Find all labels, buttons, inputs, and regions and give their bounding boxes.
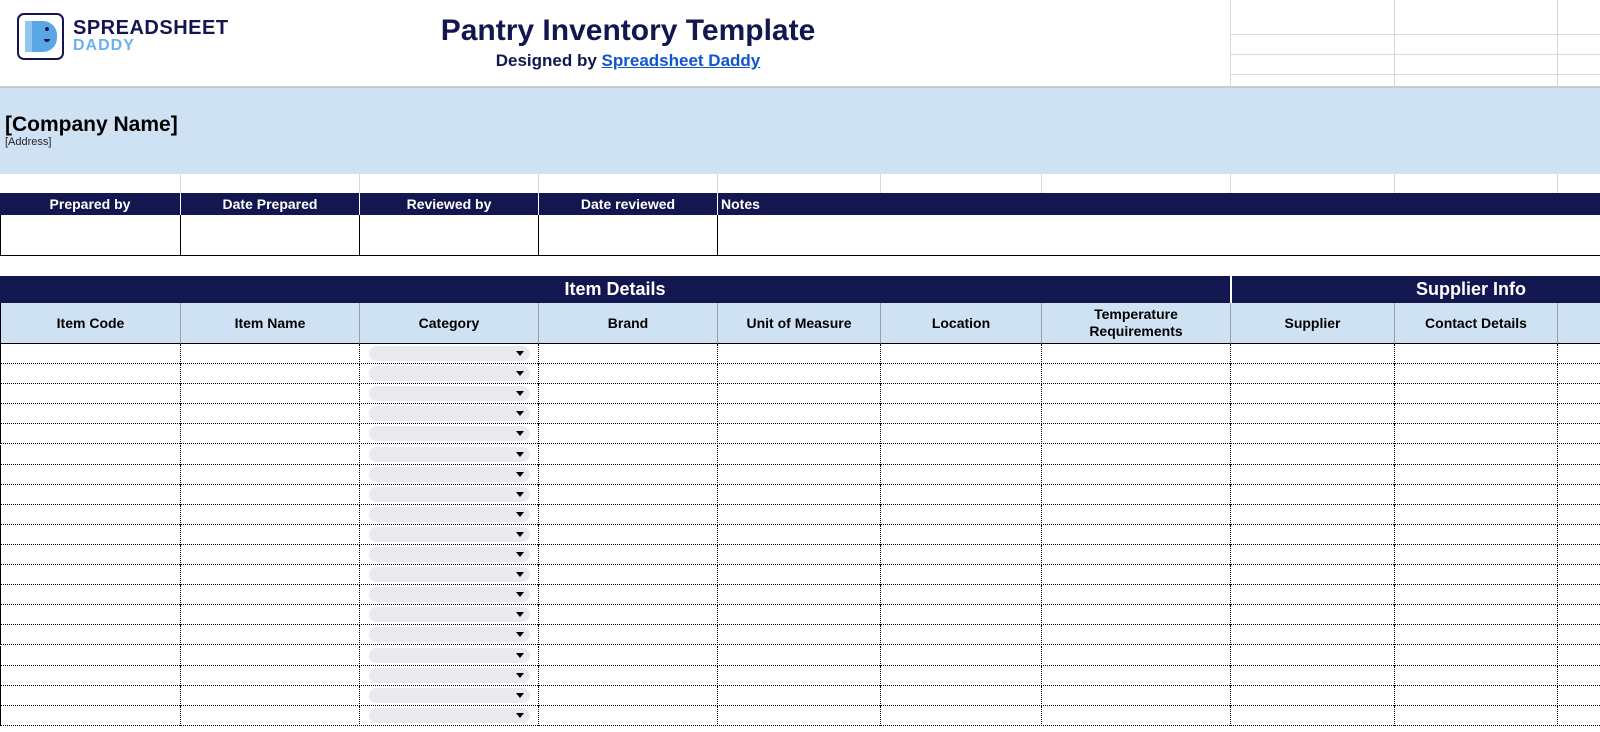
dropdown-caret-icon[interactable]	[516, 612, 524, 617]
cell-border	[1230, 505, 1231, 525]
category-dropdown[interactable]	[369, 627, 530, 642]
dropdown-caret-icon[interactable]	[516, 452, 524, 457]
cell-border	[880, 686, 881, 706]
gridline	[180, 174, 181, 193]
cell-border	[1394, 384, 1395, 404]
cell-border	[880, 364, 881, 384]
cell-border	[538, 686, 539, 706]
cell-border	[1041, 384, 1042, 404]
category-dropdown[interactable]	[369, 386, 530, 401]
gridline	[359, 174, 360, 193]
cell-border	[180, 686, 181, 706]
cell-border	[880, 344, 881, 364]
cell-border	[1557, 565, 1558, 585]
cell-border	[180, 424, 181, 444]
cell-border	[359, 424, 360, 444]
cell-border	[1230, 364, 1231, 384]
prep-header-prepared-by: Prepared by	[0, 193, 181, 215]
cell-border	[1230, 666, 1231, 686]
cell-border	[1230, 605, 1231, 625]
cell-border	[1230, 424, 1231, 444]
cell-border	[359, 344, 360, 364]
cell-border	[359, 485, 360, 505]
category-dropdown[interactable]	[369, 708, 530, 723]
cell-border	[1041, 686, 1042, 706]
cell-border	[1041, 585, 1042, 605]
cell-border	[880, 666, 881, 686]
cell-border	[1041, 424, 1042, 444]
cell-border	[880, 525, 881, 545]
cell-border	[717, 646, 718, 666]
cell-border	[880, 646, 881, 666]
prep-header-date-prepared: Date Prepared	[181, 193, 360, 215]
cell-border	[1394, 646, 1395, 666]
company-address[interactable]: [Address]	[5, 136, 52, 148]
gridline	[880, 174, 881, 193]
cell-border	[0, 404, 1, 424]
cell-border	[1041, 706, 1042, 726]
cell-border	[1557, 424, 1558, 444]
cell-border	[1394, 585, 1395, 605]
table-row[interactable]	[0, 666, 1600, 686]
table-row[interactable]	[0, 706, 1600, 726]
prep-header-notes: Notes	[718, 193, 1600, 215]
cell-border	[717, 445, 718, 465]
cell-border	[359, 625, 360, 645]
cell-border	[1230, 344, 1231, 364]
category-dropdown[interactable]	[369, 406, 530, 421]
category-dropdown[interactable]	[369, 346, 530, 361]
cell-border	[1557, 605, 1558, 625]
cell-border	[359, 525, 360, 545]
cell-border	[538, 445, 539, 465]
table-row[interactable]	[0, 625, 1600, 645]
cell-border	[1557, 384, 1558, 404]
table-row[interactable]	[0, 364, 1600, 384]
cell-border	[1557, 485, 1558, 505]
cell-border	[1230, 525, 1231, 545]
cell-border	[1041, 404, 1042, 424]
cell-border	[538, 505, 539, 525]
cell-border	[1041, 646, 1042, 666]
cell-border	[717, 625, 718, 645]
cell-border	[1557, 625, 1558, 645]
cell-border	[1557, 364, 1558, 384]
cell-border	[717, 384, 718, 404]
cell-border	[1041, 525, 1042, 545]
col-header-temperature-requirements: Temperature Requirements	[1042, 303, 1231, 344]
cell-border	[1394, 706, 1395, 726]
cell-border	[1230, 465, 1231, 485]
category-dropdown[interactable]	[369, 447, 530, 462]
category-dropdown[interactable]	[369, 547, 530, 562]
cell-border	[1394, 465, 1395, 485]
reviewed-by-input[interactable]	[360, 215, 539, 256]
cell-border	[1230, 445, 1231, 465]
category-dropdown[interactable]	[369, 668, 530, 683]
gridline	[1394, 174, 1395, 193]
cell-border	[180, 625, 181, 645]
cell-border	[1557, 344, 1558, 364]
spreadsheet-daddy-link[interactable]: Spreadsheet Daddy	[601, 51, 761, 70]
gridline	[717, 174, 718, 193]
category-dropdown[interactable]	[369, 688, 530, 703]
col-header-brand: Brand	[539, 303, 718, 344]
cell-border	[717, 565, 718, 585]
page-subtitle	[380, 51, 876, 71]
cell-border	[359, 505, 360, 525]
cell-border	[717, 465, 718, 485]
gridline	[1041, 174, 1042, 193]
cell-border	[538, 646, 539, 666]
cell-border	[1041, 505, 1042, 525]
cell-border	[1230, 404, 1231, 424]
table-row[interactable]	[0, 605, 1600, 625]
cell-border	[180, 344, 181, 364]
category-dropdown[interactable]	[369, 366, 530, 381]
cell-border	[880, 465, 881, 485]
category-dropdown[interactable]	[369, 607, 530, 622]
table-row[interactable]	[0, 485, 1600, 505]
table-row[interactable]	[0, 545, 1600, 565]
cell-border	[880, 485, 881, 505]
cell-border	[1230, 565, 1231, 585]
cell-border	[359, 706, 360, 726]
cell-border	[1041, 605, 1042, 625]
prep-header-date-reviewed: Date reviewed	[539, 193, 718, 215]
cell-border	[1394, 485, 1395, 505]
cell-border	[538, 465, 539, 485]
company-name[interactable]: [Company Name]	[5, 113, 178, 136]
col-header-unit-of-measure: Unit of Measure	[718, 303, 881, 344]
dropdown-caret-icon[interactable]	[516, 351, 524, 356]
dropdown-caret-icon[interactable]	[516, 572, 524, 577]
prepared-by-input[interactable]	[0, 215, 181, 256]
cell-border	[1041, 545, 1042, 565]
cell-border	[1394, 605, 1395, 625]
cell-border	[1230, 625, 1231, 645]
dropdown-caret-icon[interactable]	[516, 713, 524, 718]
category-dropdown[interactable]	[369, 426, 530, 441]
cell-border	[0, 364, 1, 384]
cell-border	[717, 605, 718, 625]
cell-border	[359, 465, 360, 485]
gridline	[1230, 174, 1231, 193]
cell-border	[538, 344, 539, 364]
table-row[interactable]	[0, 384, 1600, 404]
table-row[interactable]	[0, 646, 1600, 666]
cell-border	[1394, 445, 1395, 465]
section-header-item-details: Item Details	[0, 276, 1230, 303]
table-row[interactable]	[0, 424, 1600, 444]
cell-border	[1394, 565, 1395, 585]
cell-border	[717, 404, 718, 424]
subtitle-prefix: Designed by	[495, 51, 602, 70]
prep-header-reviewed-by: Reviewed by	[360, 193, 539, 215]
cell-border	[880, 585, 881, 605]
dropdown-caret-icon[interactable]	[516, 632, 524, 637]
cell-border	[717, 344, 718, 364]
cell-border	[1394, 666, 1395, 686]
table-row[interactable]	[0, 445, 1600, 465]
cell-border	[359, 545, 360, 565]
cell-border	[1557, 545, 1558, 565]
cell-border	[1041, 625, 1042, 645]
cell-border	[1041, 666, 1042, 686]
dropdown-caret-icon[interactable]	[516, 693, 524, 698]
cell-border	[180, 445, 181, 465]
notes-input[interactable]	[718, 215, 1600, 256]
cell-border	[717, 545, 718, 565]
cell-border	[0, 445, 1, 465]
cell-border	[717, 485, 718, 505]
cell-border	[1394, 404, 1395, 424]
col-header-supplier: Supplier	[1231, 303, 1395, 344]
cell-border	[717, 666, 718, 686]
cell-border	[180, 605, 181, 625]
cell-border	[0, 666, 1, 686]
cell-border	[359, 565, 360, 585]
table-row[interactable]	[0, 565, 1600, 585]
cell-border	[0, 344, 1, 364]
dropdown-caret-icon[interactable]	[516, 411, 524, 416]
cell-border	[538, 666, 539, 686]
dropdown-caret-icon[interactable]	[516, 492, 524, 497]
cell-border	[0, 605, 1, 625]
date-prepared-input[interactable]	[181, 215, 360, 256]
cell-border	[1041, 344, 1042, 364]
cell-border	[0, 545, 1, 565]
cell-border	[1041, 465, 1042, 485]
cell-border	[359, 686, 360, 706]
cell-border	[359, 364, 360, 384]
cell-border	[359, 646, 360, 666]
cell-border	[717, 585, 718, 605]
cell-border	[538, 384, 539, 404]
cell-border	[1557, 585, 1558, 605]
dropdown-caret-icon[interactable]	[516, 673, 524, 678]
cell-border	[880, 565, 881, 585]
logo-wordmark-line2: DADDY	[73, 37, 135, 54]
cell-border	[538, 525, 539, 545]
cell-border	[0, 585, 1, 605]
cell-border	[880, 505, 881, 525]
category-dropdown[interactable]	[369, 487, 530, 502]
gridline	[1557, 174, 1558, 193]
cell-border	[717, 424, 718, 444]
page-title: Pantry Inventory Template	[440, 14, 816, 47]
dropdown-caret-icon[interactable]	[516, 552, 524, 557]
cell-border	[717, 706, 718, 726]
cell-border	[880, 404, 881, 424]
cell-border	[717, 364, 718, 384]
cell-border	[538, 565, 539, 585]
cell-border	[1041, 485, 1042, 505]
cell-border	[1394, 545, 1395, 565]
category-dropdown[interactable]	[369, 467, 530, 482]
dropdown-caret-icon[interactable]	[516, 431, 524, 436]
cell-border	[0, 465, 1, 485]
cell-border	[538, 485, 539, 505]
cell-border	[538, 545, 539, 565]
cell-border	[1394, 364, 1395, 384]
cell-border	[1557, 404, 1558, 424]
cell-border	[180, 364, 181, 384]
col-header-category: Category	[360, 303, 539, 344]
cell-border	[359, 404, 360, 424]
cell-border	[1394, 625, 1395, 645]
cell-border	[1557, 525, 1558, 545]
cell-border	[880, 384, 881, 404]
inventory-grid[interactable]	[0, 344, 1600, 732]
cell-border	[1394, 505, 1395, 525]
cell-border	[0, 525, 1, 545]
cell-border	[1394, 525, 1395, 545]
cell-border	[1557, 666, 1558, 686]
dropdown-caret-icon[interactable]	[516, 371, 524, 376]
gridline	[1230, 54, 1600, 55]
cell-border	[0, 686, 1, 706]
category-dropdown[interactable]	[369, 567, 530, 582]
dropdown-caret-icon[interactable]	[516, 532, 524, 537]
cell-border	[0, 485, 1, 505]
cell-border	[538, 706, 539, 726]
table-row[interactable]	[0, 465, 1600, 485]
cell-border	[1394, 344, 1395, 364]
cell-border	[180, 505, 181, 525]
cell-border	[717, 525, 718, 545]
cell-border	[1230, 545, 1231, 565]
logo-wordmark-line1: SPREADSHEET	[73, 17, 229, 39]
cell-border	[880, 605, 881, 625]
gridline	[538, 174, 539, 193]
cell-border	[1394, 686, 1395, 706]
cell-border	[180, 404, 181, 424]
cell-border	[1230, 706, 1231, 726]
cell-border	[180, 525, 181, 545]
cell-border	[538, 424, 539, 444]
cell-border	[538, 625, 539, 645]
cell-border	[1230, 686, 1231, 706]
category-dropdown[interactable]	[369, 527, 530, 542]
cell-border	[180, 465, 181, 485]
cell-border	[1230, 585, 1231, 605]
cell-border	[1557, 706, 1558, 726]
col-header-item-code: Item Code	[0, 303, 181, 344]
cell-border	[359, 585, 360, 605]
cell-border	[538, 404, 539, 424]
cell-border	[880, 545, 881, 565]
cell-border	[0, 625, 1, 645]
dropdown-caret-icon[interactable]	[516, 512, 524, 517]
col-header-item-name: Item Name	[181, 303, 360, 344]
cell-border	[1230, 384, 1231, 404]
cell-border	[359, 605, 360, 625]
cell-border	[0, 384, 1, 404]
col-header-location: Location	[881, 303, 1042, 344]
cell-border	[0, 706, 1, 726]
company-band[interactable]	[0, 86, 1600, 174]
cell-border	[538, 585, 539, 605]
cell-border	[1557, 686, 1558, 706]
table-row[interactable]	[0, 344, 1600, 364]
cell-border	[1041, 565, 1042, 585]
cell-border	[1041, 364, 1042, 384]
table-row[interactable]	[0, 404, 1600, 424]
cell-border	[359, 384, 360, 404]
cell-border	[0, 646, 1, 666]
dropdown-caret-icon[interactable]	[516, 391, 524, 396]
cell-border	[180, 585, 181, 605]
gridline	[1230, 74, 1600, 75]
cell-border	[1394, 424, 1395, 444]
cell-border	[1041, 445, 1042, 465]
cell-border	[180, 485, 181, 505]
cell-border	[717, 505, 718, 525]
cell-border	[359, 666, 360, 686]
cell-border	[880, 625, 881, 645]
category-dropdown[interactable]	[369, 587, 530, 602]
cell-border	[1557, 445, 1558, 465]
spreadsheet-daddy-logo-icon	[17, 13, 64, 60]
cell-border	[538, 605, 539, 625]
table-row[interactable]	[0, 585, 1600, 605]
dropdown-caret-icon[interactable]	[516, 472, 524, 477]
cell-border	[180, 384, 181, 404]
table-row[interactable]	[0, 686, 1600, 706]
col-header-overflow	[1558, 303, 1600, 344]
cell-border	[0, 565, 1, 585]
cell-border	[180, 666, 181, 686]
gridline	[1230, 34, 1600, 35]
cell-border	[880, 424, 881, 444]
col-header-contact-details: Contact Details	[1395, 303, 1558, 344]
table-row[interactable]	[0, 525, 1600, 545]
cell-border	[0, 424, 1, 444]
cell-border	[0, 505, 1, 525]
cell-border	[880, 445, 881, 465]
cell-border	[1230, 646, 1231, 666]
supplier-info-label: Supplier Info	[1416, 279, 1526, 299]
cell-border	[1230, 485, 1231, 505]
dropdown-caret-icon[interactable]	[516, 653, 524, 658]
cell-border	[717, 686, 718, 706]
category-dropdown[interactable]	[369, 648, 530, 663]
section-header-supplier-info	[1232, 276, 1600, 303]
cell-border	[180, 565, 181, 585]
table-row[interactable]	[0, 505, 1600, 525]
cell-border	[1557, 505, 1558, 525]
cell-border	[1557, 646, 1558, 666]
cell-border	[1557, 465, 1558, 485]
cell-border	[880, 706, 881, 726]
cell-border	[359, 445, 360, 465]
cell-border	[180, 706, 181, 726]
cell-border	[538, 364, 539, 384]
category-dropdown[interactable]	[369, 507, 530, 522]
cell-border	[180, 646, 181, 666]
cell-border	[180, 545, 181, 565]
date-reviewed-input[interactable]	[539, 215, 718, 256]
dropdown-caret-icon[interactable]	[516, 592, 524, 597]
